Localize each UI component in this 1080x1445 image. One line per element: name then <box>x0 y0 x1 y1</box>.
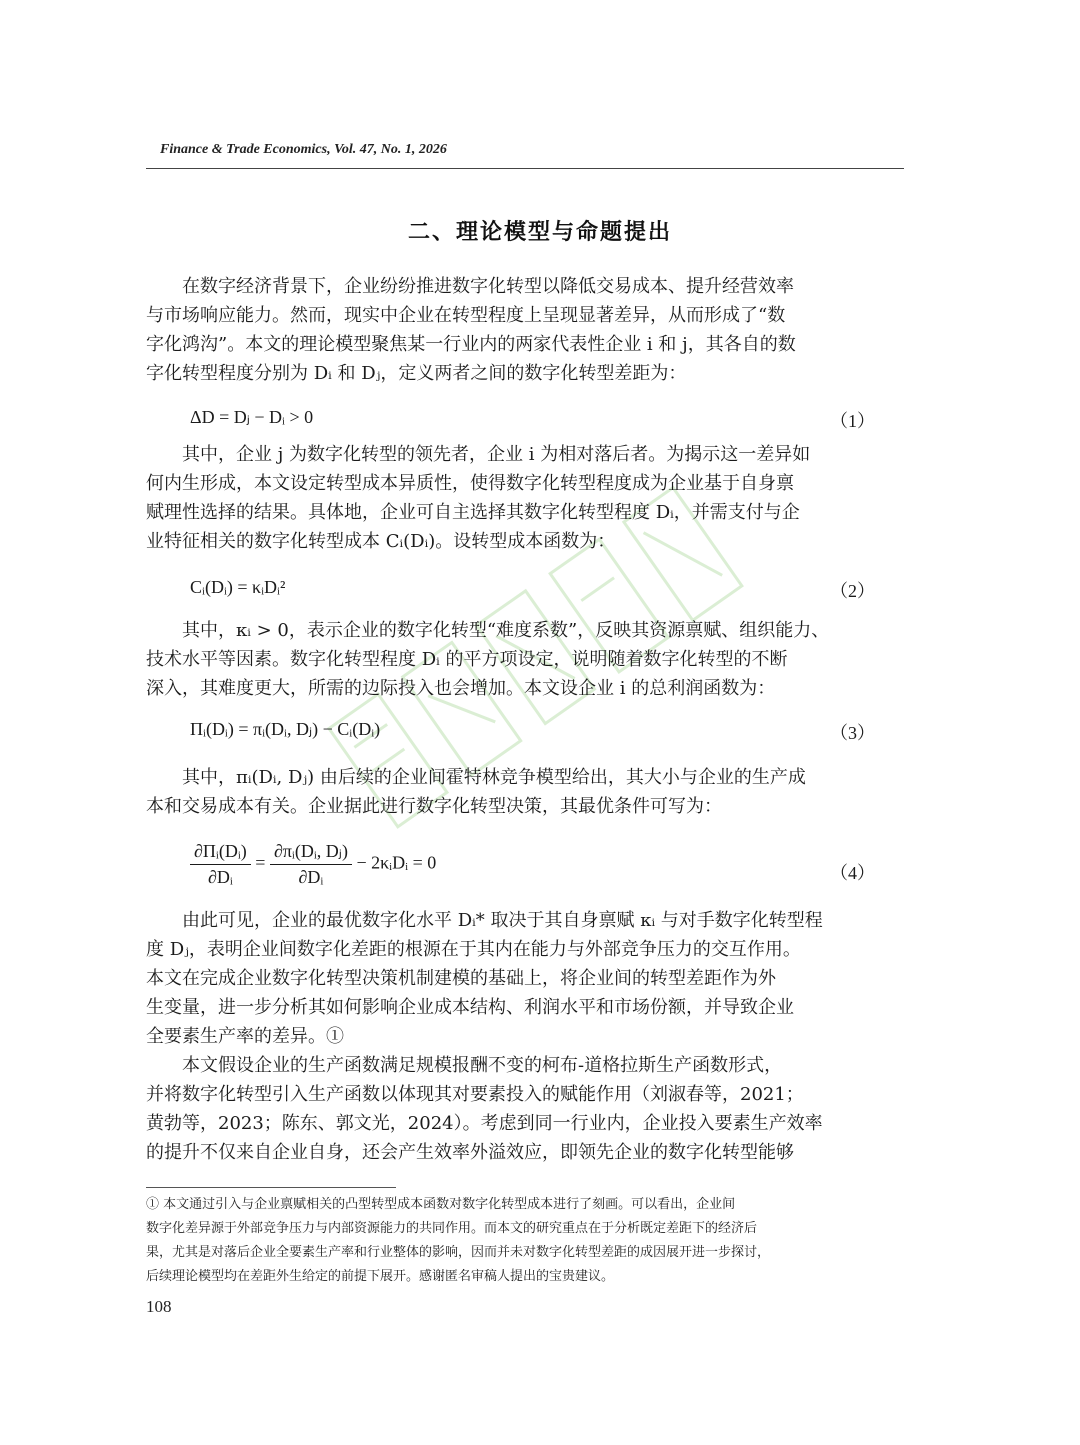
text-line: 黄勃等，2023；陈东、郭文光，2024）。考虑到同一行业内，企业投入要素生产效率 <box>146 1113 823 1134</box>
text-line: 其中，πᵢ(Dᵢ, Dⱼ) 由后续的企业间霍特林竞争模型给出，其大小与企业的生产成 <box>146 767 806 788</box>
paragraph-1 <box>146 272 904 388</box>
equation-4 <box>190 841 436 888</box>
page-number: 108 <box>146 1297 172 1316</box>
paragraph-3 <box>146 616 904 703</box>
header-rule <box>146 168 904 169</box>
text-line: 深入，其难度更大，所需的边际投入也会增加。本文设企业 i 的总利润函数为： <box>146 678 776 699</box>
paragraph-6 <box>146 1051 904 1167</box>
text-line: 生变量，进一步分析其如何影响企业成本结构、利润水平和市场份额，并导致企业 <box>146 997 794 1018</box>
paragraph-2 <box>146 440 904 556</box>
text-line: 本文在完成企业数字化转型决策机制建模的基础上，将企业间的转型差距作为外 <box>146 968 776 989</box>
fraction-2-denominator: ∂Dᵢ <box>298 867 324 887</box>
fraction-1 <box>190 841 251 888</box>
text-line: 业特征相关的数字化转型成本 Cᵢ(Dᵢ)。设转型成本函数为： <box>146 531 616 552</box>
equation-4-number: （4） <box>830 863 875 883</box>
fraction-1-numerator: ∂Πᵢ(Dᵢ) <box>190 841 251 865</box>
paragraph-4 <box>146 763 904 821</box>
text-line: 并将数字化转型引入生产函数以体现其对要素投入的赋能作用（刘淑春等，2021； <box>146 1084 804 1105</box>
text-line: 其中，κᵢ > 0，表示企业的数字化转型“难度系数”，反映其资源禀赋、组织能力、 <box>146 620 830 641</box>
journal-volume: , Vol. 47, No. 1, 2026 <box>327 142 447 157</box>
text-line: 赋理性选择的结果。具体地，企业可自主选择其数字化转型程度 Dᵢ，并需支付与企 <box>146 502 800 523</box>
journal-header <box>160 142 447 158</box>
footnote-line: 数字化差异源于外部竞争压力与内部资源能力的共同作用。而本文的研究重点在于分析既定差距下的经济后 <box>146 1221 758 1236</box>
footnote <box>146 1193 904 1289</box>
fraction-2-numerator: ∂πᵢ(Dᵢ, Dⱼ) <box>270 841 352 865</box>
text-line: 的提升不仅来自企业自身，还会产生效率外溢效应，即领先企业的数字化转型能够 <box>146 1142 794 1163</box>
text-line: 全要素生产率的差异。① <box>146 1026 344 1047</box>
text-line: 技术水平等因素。数字化转型程度 Dᵢ 的平方项设定，说明随着数字化转型的不断 <box>146 649 788 670</box>
text-line: 何内生形成，本文设定转型成本异质性，使得数字化转型程度成为企业基于自身禀 <box>146 473 794 494</box>
equation-3-number: （3） <box>830 723 875 743</box>
text-line: 由此可见，企业的最优数字化水平 Dᵢ* 取决于其自身禀赋 κᵢ 与对手数字化转型程 <box>146 910 823 931</box>
footnote-rule <box>146 1187 396 1188</box>
equation-4-rest: − 2κᵢDᵢ = 0 <box>356 852 437 873</box>
journal-name: Finance & Trade Economics <box>160 142 328 157</box>
equation-3: Πᵢ(Dᵢ) = πᵢ(Dᵢ, Dⱼ) − Cᵢ(Dᵢ) <box>190 719 381 739</box>
text-line: 度 Dⱼ，表明企业间数字化差距的根源在于其内在能力与外部竞争压力的交互作用。 <box>146 939 801 960</box>
text-line: 在数字经济背景下，企业纷纷推进数字化转型以降低交易成本、提升经营效率 <box>146 276 794 297</box>
equation-1: ΔD = Dⱼ − Dᵢ > 0 <box>190 407 314 427</box>
text-line: 与市场响应能力。然而，现实中企业在转型程度上呈现显著差异，从而形成了“数 <box>146 305 786 326</box>
text-line: 字化鸿沟”。本文的理论模型聚焦某一行业内的两家代表性企业 i 和 j，其各自的数 <box>146 334 796 355</box>
footnote-line: 后续理论模型均在差距外生给定的前提下展开。感谢匿名审稿人提出的宝贵建议。 <box>146 1269 615 1284</box>
fraction-1-denominator: ∂Dᵢ <box>207 867 233 887</box>
paragraph-5 <box>146 906 904 1051</box>
section-title: 二、理论模型与命题提出 <box>407 220 672 245</box>
equation-1-number: （1） <box>830 411 875 431</box>
equals-sign: = <box>255 852 266 873</box>
text-line: 其中，企业 j 为数字化转型的领先者，企业 i 为相对落后者。为揭示这一差异如 <box>146 444 811 465</box>
text-line: 本和交易成本有关。企业据此进行数字化转型决策，其最优条件可写为： <box>146 796 722 817</box>
fraction-2 <box>270 841 352 888</box>
text-line: 字化转型程度分别为 Dᵢ 和 Dⱼ，定义两者之间的数字化转型差距为： <box>146 363 687 384</box>
equation-2: Cᵢ(Dᵢ) = κᵢDᵢ² <box>190 577 286 597</box>
footnote-line: 果，尤其是对落后企业全要素生产率和行业整体的影响，因而并未对数字化转型差距的成因展开进一步探讨， <box>146 1245 771 1260</box>
equation-2-number: （2） <box>830 581 875 601</box>
text-line: 本文假设企业的生产函数满足规模报酬不变的柯布-道格拉斯生产函数形式， <box>146 1055 783 1076</box>
footnote-line: ① 本文通过引入与企业禀赋相关的凸型转型成本函数对数字化转型成本进行了刻画。可以看出，企业间 <box>146 1197 736 1212</box>
